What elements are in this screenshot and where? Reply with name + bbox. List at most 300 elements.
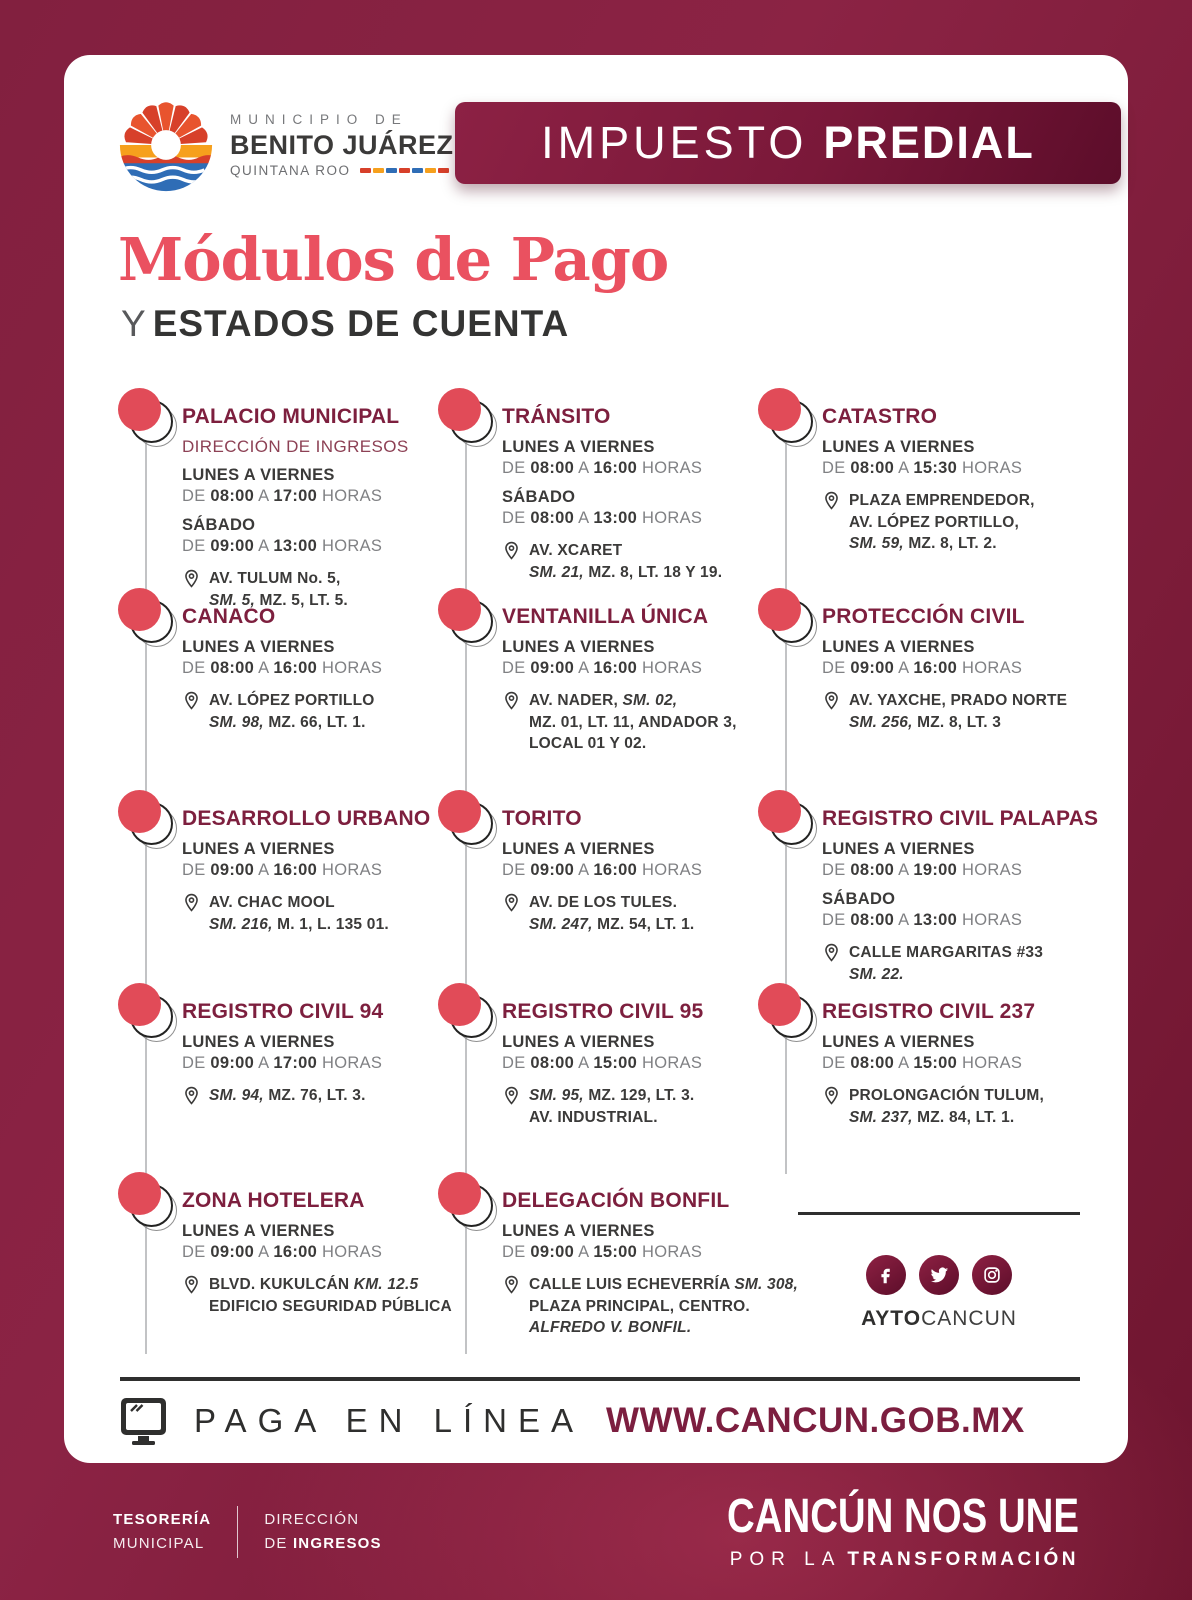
schedule-days: LUNES A VIERNES [182, 1222, 335, 1240]
schedule [502, 437, 760, 479]
address-text: AV. DE LOS TULES. [529, 894, 678, 912]
map-pin-icon [822, 1086, 841, 1105]
location-card [760, 396, 1095, 596]
label-a: A [578, 1242, 589, 1261]
footer-direction-bold: INGRESOS [292, 1534, 382, 1552]
slogan-sub [639, 1549, 1079, 1571]
time-to: 15:00 [593, 1053, 638, 1072]
schedule-hours [502, 1242, 760, 1263]
address-text: MZ. 66, LT. 1. [263, 713, 366, 731]
pushpin-icon [118, 588, 178, 794]
address-text: MZ. 8, LT. 3 [912, 713, 1002, 731]
twitter-icon [919, 1255, 959, 1295]
map-pin-icon [182, 1275, 201, 1294]
time-from: 08:00 [210, 486, 255, 505]
brand-line3: QUINTANA ROO [230, 163, 351, 178]
time-from: 09:00 [210, 1242, 255, 1261]
location-address [182, 1085, 440, 1107]
schedule-hours [182, 536, 440, 557]
location-card [120, 396, 440, 609]
location-card [440, 596, 760, 798]
time-from: 09:00 [530, 1242, 575, 1261]
address-line [529, 1085, 694, 1107]
schedule [822, 1032, 1095, 1074]
time-to: 15:00 [593, 1242, 638, 1261]
monitor-icon [120, 1397, 172, 1445]
location-name: TORITO [502, 807, 582, 830]
label-horas: HORAS [642, 508, 703, 527]
location-name: REGISTRO CIVIL 237 [822, 1000, 1036, 1023]
schedule-days: SÁBADO [822, 890, 896, 909]
pushpin-icon [438, 1172, 498, 1356]
label-horas: HORAS [322, 1242, 383, 1261]
schedule [502, 487, 760, 529]
address-text: SM. 237, [849, 1108, 913, 1126]
label-a: A [898, 860, 909, 879]
location-address [502, 1085, 760, 1128]
footer-treasury-light: MUNICIPAL [113, 1534, 205, 1552]
instagram-icon [972, 1255, 1012, 1295]
label-a: A [258, 658, 269, 677]
label-de: DE [502, 458, 526, 477]
address-line [849, 1107, 1044, 1129]
schedule-hours [182, 1053, 440, 1074]
schedule-hours [502, 860, 760, 881]
address-line [529, 1274, 798, 1296]
label-a: A [898, 1053, 909, 1072]
schedule-days: LUNES A VIERNES [182, 1033, 335, 1051]
label-de: DE [182, 860, 206, 879]
address-text: PLAZA PRINCIPAL, CENTRO. [529, 1297, 750, 1315]
pushpin-icon [758, 588, 818, 794]
schedule-days: LUNES A VIERNES [502, 438, 655, 456]
schedule-days: SÁBADO [502, 488, 576, 507]
schedule-hours [822, 910, 1095, 931]
location-card [120, 596, 440, 798]
schedule-hours [182, 860, 440, 881]
schedule-hours [822, 458, 1095, 479]
location-card [120, 1180, 452, 1360]
label-a: A [898, 910, 909, 929]
location-name: CATASTRO [822, 405, 938, 428]
address-text: MZ. 54, LT. 1. [592, 915, 695, 933]
time-to: 13:00 [273, 536, 318, 555]
address-line [209, 712, 375, 734]
label-horas: HORAS [642, 1242, 703, 1261]
schedule [502, 1221, 760, 1263]
label-horas: HORAS [642, 860, 703, 879]
label-horas: HORAS [962, 458, 1023, 477]
schedule-hours [182, 486, 440, 507]
location-address [182, 892, 440, 935]
address-text: MZ. 01, LT. 11, ANDADOR 3, [529, 713, 737, 731]
location-card [440, 396, 760, 596]
label-a: A [258, 860, 269, 879]
address-text: LOCAL 01 Y 02. [529, 735, 647, 753]
time-from: 08:00 [530, 458, 575, 477]
time-from: 09:00 [210, 536, 255, 555]
pushpin-icon [758, 983, 818, 1176]
time-to: 13:00 [913, 910, 958, 929]
label-a: A [258, 486, 269, 505]
location-address [502, 1274, 798, 1339]
label-de: DE [182, 1053, 206, 1072]
label-de: DE [502, 860, 526, 879]
time-to: 16:00 [593, 658, 638, 677]
address-text: AV. XCARET [529, 542, 623, 560]
facebook-icon [866, 1255, 906, 1295]
schedule-hours [502, 458, 760, 479]
label-a: A [258, 1242, 269, 1261]
schedule-hours [822, 658, 1095, 679]
schedule [182, 465, 440, 507]
address-text: SM. 98, [209, 713, 264, 731]
location-card [760, 596, 1095, 798]
address-text: SM. 94, [209, 1087, 264, 1105]
schedule-hours [822, 1053, 1095, 1074]
label-de: DE [822, 860, 846, 879]
address-line [529, 733, 737, 755]
schedule-days: LUNES A VIERNES [182, 638, 335, 656]
pushpin-icon [438, 983, 498, 1176]
label-horas: HORAS [962, 860, 1023, 879]
location-card [120, 991, 440, 1180]
page-title: Módulos de Pago [118, 225, 669, 294]
location-address [822, 942, 1095, 985]
slogan-light: POR LA [729, 1548, 842, 1570]
pay-online-bar [120, 1377, 1080, 1445]
schedule-days: LUNES A VIERNES [502, 1033, 655, 1051]
label-de: DE [822, 458, 846, 477]
location-address [502, 892, 760, 935]
location-address [502, 540, 760, 583]
location-address [502, 690, 760, 755]
pushpin-icon [438, 790, 498, 987]
location-name: PROTECCIÓN CIVIL [822, 605, 1025, 628]
location-address [822, 1085, 1095, 1128]
pay-online-url: WWW.CANCUN.GOB.MX [605, 1401, 1025, 1440]
time-to: 19:00 [913, 860, 958, 879]
schedule [822, 437, 1095, 479]
schedule-hours [502, 508, 760, 529]
social-cell [760, 1180, 1095, 1360]
schedule [822, 637, 1095, 679]
time-from: 08:00 [210, 658, 255, 677]
schedule-days: LUNES A VIERNES [502, 840, 655, 858]
map-pin-icon [502, 541, 521, 560]
social-handle [798, 1307, 1080, 1331]
schedule-days: LUNES A VIERNES [822, 1033, 975, 1051]
footer-direction-prefix: DE [264, 1534, 288, 1552]
location-address [182, 1274, 452, 1317]
location-name: CANACO [182, 605, 276, 628]
address-line [529, 690, 737, 712]
footer-divider [237, 1506, 238, 1558]
subtitle-text: ESTADOS DE CUENTA [152, 303, 570, 344]
address-line [529, 1317, 798, 1339]
address-text: M. 1, L. 135 01. [272, 915, 389, 933]
address-line [849, 533, 1035, 555]
label-a: A [258, 1053, 269, 1072]
address-line [209, 1296, 452, 1318]
pushpin-icon [118, 388, 178, 592]
location-name: TRÁNSITO [502, 405, 611, 428]
label-de: DE [502, 658, 526, 677]
address-line [209, 892, 389, 914]
address-line [529, 1107, 694, 1129]
time-from: 08:00 [530, 1053, 575, 1072]
schedule-days: SÁBADO [182, 516, 256, 535]
time-to: 17:00 [273, 486, 318, 505]
location-name: REGISTRO CIVIL 95 [502, 1000, 704, 1023]
schedule [182, 1032, 440, 1074]
location-name: REGISTRO CIVIL 94 [182, 1000, 384, 1023]
location-subtitle: DIRECCIÓN DE INGRESOS [182, 437, 409, 456]
locations-grid [120, 396, 1099, 1360]
label-a: A [578, 458, 589, 477]
pushpin-icon [758, 388, 818, 592]
time-from: 09:00 [850, 658, 895, 677]
schedule [502, 839, 760, 881]
time-to: 16:00 [913, 658, 958, 677]
schedule-days: LUNES A VIERNES [822, 840, 975, 858]
label-horas: HORAS [962, 1053, 1023, 1072]
time-to: 16:00 [273, 860, 318, 879]
map-pin-icon [182, 1086, 201, 1105]
address-text: AV. LÓPEZ PORTILLO [209, 692, 375, 710]
address-text: SM. 216, [209, 915, 273, 933]
label-horas: HORAS [322, 486, 383, 505]
address-text: SM. 59, [849, 535, 904, 553]
address-text: EDIFICIO SEGURIDAD PÚBLICA [209, 1297, 452, 1315]
time-from: 09:00 [530, 658, 575, 677]
footer-treasury [113, 1508, 211, 1555]
location-name: ZONA HOTELERA [182, 1189, 365, 1212]
time-to: 13:00 [593, 508, 638, 527]
label-de: DE [182, 536, 206, 555]
pushpin-icon [438, 388, 498, 592]
address-line [849, 490, 1035, 512]
address-text: AV. LÓPEZ PORTILLO, [849, 513, 1020, 531]
label-a: A [258, 536, 269, 555]
handle-light: CANCUN [921, 1307, 1017, 1330]
pushpin-icon [438, 588, 498, 794]
address-text: MZ. 76, LT. 3. [263, 1087, 366, 1105]
label-horas: HORAS [642, 658, 703, 677]
schedule-days: LUNES A VIERNES [822, 438, 975, 456]
schedule-hours [822, 860, 1095, 881]
time-to: 16:00 [273, 1242, 318, 1261]
time-from: 08:00 [530, 508, 575, 527]
footer [0, 1463, 1192, 1600]
address-text: MZ. 84, LT. 1. [912, 1108, 1015, 1126]
address-line [209, 914, 389, 936]
location-card [760, 991, 1095, 1180]
poster-card [64, 55, 1128, 1463]
address-line [849, 942, 1043, 964]
label-de: DE [182, 486, 206, 505]
address-text: SM. 247, [529, 915, 593, 933]
handle-bold: AYTO [861, 1307, 922, 1330]
schedule-hours [502, 658, 760, 679]
pushpin-icon [118, 1172, 178, 1356]
address-text: PLAZA EMPRENDEDOR, [849, 492, 1035, 510]
address-line [849, 964, 1043, 986]
address-text: SM. 21, [529, 563, 584, 581]
address-text: SM. 22. [849, 965, 904, 983]
label-a: A [578, 860, 589, 879]
schedule-days: LUNES A VIERNES [822, 638, 975, 656]
location-card [440, 1180, 798, 1360]
address-line [529, 892, 694, 914]
map-pin-icon [822, 943, 841, 962]
map-pin-icon [182, 893, 201, 912]
address-text: CALLE MARGARITAS #33 [849, 944, 1044, 962]
map-pin-icon [502, 1275, 521, 1294]
time-from: 08:00 [850, 1053, 895, 1072]
map-pin-icon [502, 1086, 521, 1105]
location-name: REGISTRO CIVIL PALAPAS [822, 807, 1099, 830]
address-text: AV. NADER, [529, 692, 623, 710]
location-card [440, 798, 760, 991]
map-pin-icon [822, 491, 841, 510]
time-from: 09:00 [210, 860, 255, 879]
label-horas: HORAS [322, 658, 383, 677]
label-a: A [898, 658, 909, 677]
address-line [849, 712, 1067, 734]
location-name: PALACIO MUNICIPAL [182, 405, 400, 428]
location-card [760, 798, 1099, 991]
label-horas: HORAS [642, 458, 703, 477]
schedule-days: LUNES A VIERNES [502, 1222, 655, 1240]
schedule [182, 515, 440, 557]
schedule [182, 1221, 440, 1263]
map-pin-icon [502, 893, 521, 912]
schedule-hours [502, 1053, 760, 1074]
schedule [822, 839, 1095, 881]
label-horas: HORAS [962, 910, 1023, 929]
address-text: CALLE LUIS ECHEVERRÍA [529, 1276, 735, 1294]
municipality-brand [118, 97, 454, 193]
time-from: 09:00 [530, 860, 575, 879]
label-a: A [578, 658, 589, 677]
address-text: BLVD. KUKULCÁN [209, 1276, 354, 1294]
divider-line [798, 1212, 1080, 1215]
map-pin-icon [822, 691, 841, 710]
schedule [502, 1032, 760, 1074]
label-horas: HORAS [322, 1053, 383, 1072]
schedule-hours [182, 1242, 440, 1263]
label-de: DE [502, 1242, 526, 1261]
pushpin-icon [758, 790, 818, 987]
address-line [529, 712, 737, 734]
label-horas: HORAS [642, 1053, 703, 1072]
location-address [822, 490, 1095, 555]
time-to: 16:00 [273, 658, 318, 677]
location-card [440, 991, 760, 1180]
location-name: DESARROLLO URBANO [182, 807, 431, 830]
map-pin-icon [182, 691, 201, 710]
color-strip-icon [360, 168, 449, 173]
address-text: AV. TULUM No. 5, [209, 570, 341, 588]
schedule [182, 637, 440, 679]
label-de: DE [182, 658, 206, 677]
time-from: 08:00 [850, 860, 895, 879]
label-de: DE [502, 508, 526, 527]
sun-waves-logo-icon [118, 97, 214, 193]
address-line [529, 540, 722, 562]
address-text: SM. 256, [849, 713, 913, 731]
time-from: 08:00 [850, 458, 895, 477]
address-line [529, 1296, 798, 1318]
address-line [209, 1274, 452, 1296]
address-line [849, 512, 1035, 534]
slogan-main: CANCÚN NOS UNE [726, 1489, 1079, 1543]
address-line [529, 562, 722, 584]
location-name: VENTANILLA ÚNICA [502, 605, 709, 628]
address-text: ALFREDO V. BONFIL. [529, 1319, 692, 1337]
pushpin-icon [118, 983, 178, 1176]
slogan-bold: TRANSFORMACIÓN [847, 1548, 1079, 1570]
time-to: 15:30 [913, 458, 958, 477]
location-card [120, 798, 440, 991]
address-line [209, 1085, 366, 1107]
label-de: DE [822, 1053, 846, 1072]
brand-line2: BENITO JUÁREZ [230, 130, 454, 160]
footer-treasury-bold: TESORERÍA [113, 1511, 212, 1529]
address-text: MZ. 8, LT. 2. [903, 535, 997, 553]
label-de: DE [182, 1242, 206, 1261]
time-from: 08:00 [850, 910, 895, 929]
time-to: 16:00 [593, 860, 638, 879]
label-de: DE [502, 1053, 526, 1072]
subtitle-prefix: Y [121, 303, 147, 344]
label-de: DE [822, 658, 846, 677]
banner-light-text: IMPUESTO [541, 117, 808, 168]
schedule [822, 889, 1095, 931]
pay-online-label: PAGA EN LÍNEA [194, 1402, 584, 1439]
address-text: MZ. 5, LT. 5. [255, 591, 348, 609]
address-line [849, 690, 1067, 712]
address-line [209, 568, 348, 590]
schedule-days: LUNES A VIERNES [182, 466, 335, 484]
location-address [182, 690, 440, 733]
address-text: MZ. 8, LT. 18 Y 19. [583, 563, 723, 581]
map-pin-icon [502, 691, 521, 710]
address-text: AV. INDUSTRIAL. [529, 1108, 658, 1126]
address-text: KM. 12.5 [353, 1276, 419, 1294]
label-de: DE [822, 910, 846, 929]
location-name: DELEGACIÓN BONFIL [502, 1189, 730, 1212]
banner-bold-text: PREDIAL [823, 117, 1035, 168]
address-line [849, 1085, 1044, 1107]
label-a: A [578, 1053, 589, 1072]
schedule [502, 637, 760, 679]
footer-direction [264, 1508, 381, 1555]
address-line [209, 690, 375, 712]
schedule-days: LUNES A VIERNES [502, 638, 655, 656]
address-text: AV. YAXCHE, PRADO NORTE [849, 692, 1068, 710]
location-address [822, 690, 1095, 733]
label-horas: HORAS [322, 860, 383, 879]
address-text: SM. 308, [734, 1276, 798, 1294]
label-a: A [578, 508, 589, 527]
address-text: AV. CHAC MOOL [209, 894, 335, 912]
footer-direction-light: DIRECCIÓN [264, 1511, 360, 1529]
brand-line1: MUNICIPIO DE [230, 112, 408, 127]
address-text: SM. 02, [622, 692, 678, 710]
time-to: 17:00 [273, 1053, 318, 1072]
